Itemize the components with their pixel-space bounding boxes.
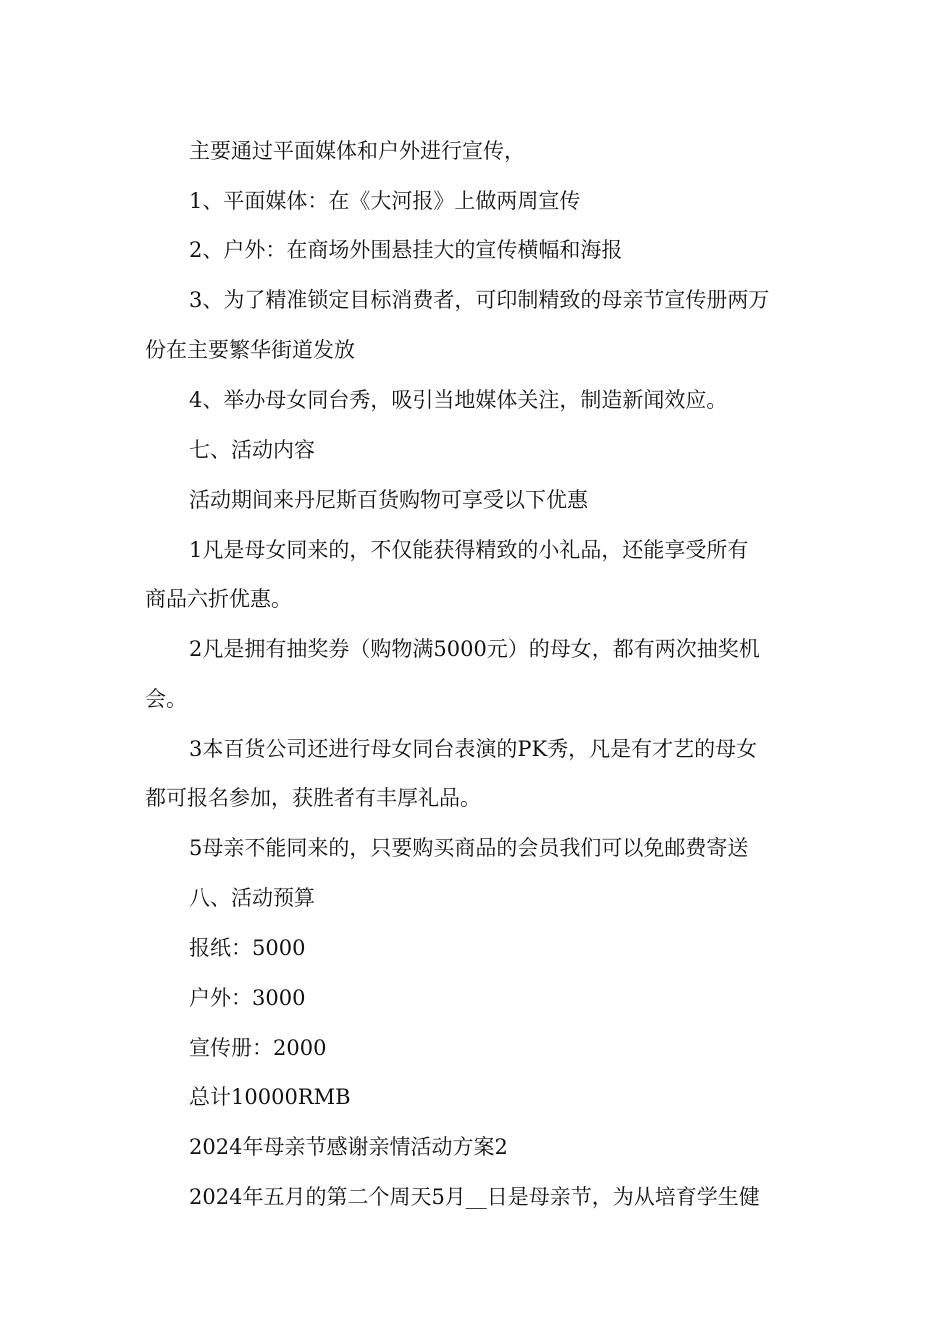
- paragraph-publicity-intro: 主要通过平面媒体和户外进行宣传，: [189, 139, 525, 163]
- paragraph-offer-2-continued: 会。: [145, 687, 187, 711]
- paragraph-offer-3-continued: 都可报名参加，获胜者有丰厚礼品。: [145, 786, 481, 810]
- paragraph-item-brochure: 3、为了精准锁定目标消费者，可印制精致的母亲节宣传册两万: [189, 288, 770, 312]
- budget-item-brochure: 宣传册：2000: [189, 1036, 327, 1060]
- paragraph-plan-2-intro: 2024年五月的第二个周天5月__日是母亲节，为从培育学生健: [189, 1185, 760, 1209]
- paragraph-offer-1-continued: 商品六折优惠。: [145, 587, 292, 611]
- paragraph-offer-5: 5母亲不能同来的，只要购买商品的会员我们可以免邮费寄送: [189, 836, 749, 860]
- budget-item-newspaper: 报纸：5000: [189, 936, 306, 960]
- paragraph-item-brochure-continued: 份在主要繁华街道发放: [145, 338, 355, 362]
- paragraph-offers-intro: 活动期间来丹尼斯百货购物可享受以下优惠: [189, 488, 588, 512]
- paragraph-offer-2: 2凡是拥有抽奖券（购物满5000元）的母女，都有两次抽奖机: [189, 637, 760, 661]
- budget-total: 总计10000RMB: [189, 1085, 351, 1109]
- paragraph-item-print-media: 1、平面媒体：在《大河报》上做两周宣传: [189, 189, 581, 213]
- paragraph-item-show: 4、举办母女同台秀，吸引当地媒体关注，制造新闻效应。: [189, 388, 728, 412]
- paragraph-offer-3: 3本百货公司还进行母女同台表演的PK秀，凡是有才艺的母女: [189, 737, 758, 761]
- document-title-plan-2: 2024年母亲节感谢亲情活动方案2: [189, 1135, 508, 1159]
- section-heading-budget: 八、活动预算: [189, 886, 315, 910]
- section-heading-activity-content: 七、活动内容: [189, 438, 315, 462]
- budget-item-outdoor: 户外：3000: [189, 986, 306, 1010]
- paragraph-offer-1: 1凡是母女同来的，不仅能获得精致的小礼品，还能享受所有: [189, 538, 749, 562]
- paragraph-item-outdoor: 2、户外：在商场外围悬挂大的宣传横幅和海报: [189, 238, 623, 262]
